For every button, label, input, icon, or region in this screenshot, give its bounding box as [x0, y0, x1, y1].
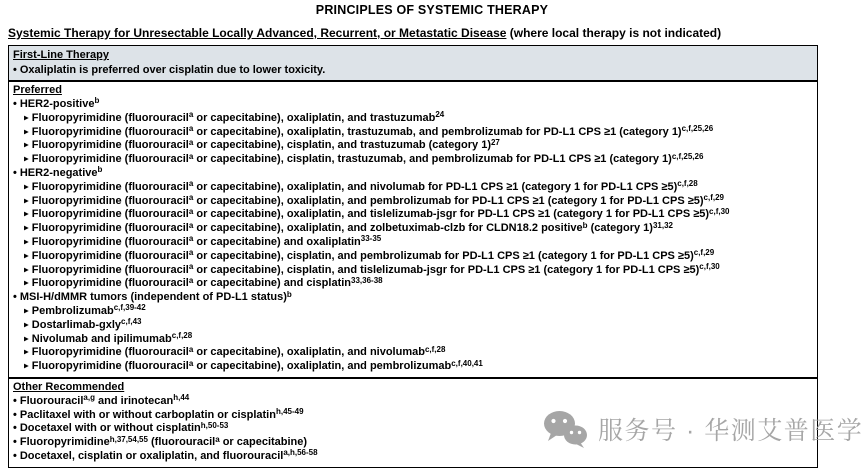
section-header-other-recommended: Other Recommended — [13, 380, 125, 393]
bullet-triangle-icon: ▸ — [24, 153, 29, 165]
list-item-text: Fluoropyrimidine (fluorouracil$^a$ or capecitabine) and cisplatin$^{33,36-38}$ — [31, 275, 383, 290]
therapy-table — [8, 45, 818, 468]
watermark — [542, 410, 863, 448]
list-item-text: Docetaxel, cisplatin or oxaliplatin, and fluorouracil$^{a,h,56-58}$ — [19, 448, 318, 462]
superscript-reference: c,f,30 — [709, 206, 730, 216]
list-item-text: Fluoropyrimidine (fluorouracil$^a$ or capecitabine), oxaliplatin, and pembrolizumab$^{c,f,40,41}$ — [31, 358, 483, 373]
list-item-text: Pembrolizumab$^{c,f,39-42}$ — [31, 303, 146, 317]
superscript-reference: a — [188, 358, 194, 368]
list-item-text: Fluoropyrimidine (fluorouracil$^a$ or capecitabine), oxaliplatin, and pembrolizumab for PD-L1 CPS ≥1 (category 1 for PD-L1 CPS ≥5)$^{c,f,29}$ — [31, 193, 724, 207]
section-header-first-line-therapy: First-Line Therapy — [13, 49, 109, 61]
superscript-reference: a — [188, 206, 194, 216]
list-item-text: Docetaxel with or without cisplatin$^{h,50-53}$ — [19, 420, 229, 435]
bullet-dot-icon: • — [13, 422, 17, 435]
superscript-reference: h,44 — [173, 393, 190, 403]
bullet-triangle-icon: ▸ — [24, 360, 29, 372]
list-item-text: Fluoropyrimidine (fluorouracil$^a$ or capecitabine), cisplatin, and trastuzumab (category 1)$^{27}$ — [31, 137, 500, 152]
list-item-text: Oxaliplatin is preferred over cisplatin due to lower toxicity. — [19, 63, 326, 76]
bullet-triangle-icon: ▸ — [24, 139, 29, 151]
list-item — [13, 63, 815, 78]
superscript-reference: h,37,54,55 — [109, 434, 148, 444]
superscript-reference: a — [188, 344, 194, 354]
superscript-reference: a — [188, 220, 194, 230]
bullet-triangle-icon: ▸ — [24, 346, 29, 358]
section-items-first-line-therapy — [13, 63, 815, 78]
list-item — [24, 333, 815, 347]
superscript-reference: a — [188, 193, 194, 203]
list-item — [24, 126, 815, 140]
superscript-reference: c,f,30 — [699, 262, 720, 272]
subtitle-rest: (where local therapy is not indicated) — [506, 26, 722, 40]
list-item-text: Fluoropyrimidine (fluorouracil$^a$ or capecitabine), cisplatin, and tislelizumab-jsgr for PD-L1 CPS ≥1 (category 1 for PD-L1 CPS ≥5)$^{c,f,30}$ — [31, 262, 720, 276]
list-item-text: Fluoropyrimidine (fluorouracil$^a$ or capecitabine), oxaliplatin, trastuzumab, and pembrolizumab for PD-L1 CPS ≥1 (category 1)$^{c,f,25,26}$ — [31, 124, 714, 138]
bullet-triangle-icon: ▸ — [24, 208, 29, 220]
superscript-reference: a — [188, 234, 194, 244]
list-item-text: Fluoropyrimidine$^{h,37,54,55}$ (fluorouracil$^a$ or capecitabine) — [19, 434, 308, 449]
list-item-text: Fluoropyrimidine (fluorouracil$^a$ or capecitabine), oxaliplatin, and trastuzumab$^{24}$ — [31, 110, 445, 124]
page-title: PRINCIPLES OF SYSTEMIC THERAPY — [315, 3, 549, 17]
superscript-reference: c,f,25,26 — [671, 151, 704, 161]
list-item-text: Fluoropyrimidine (fluorouracil$^a$ or capecitabine), oxaliplatin, and nivolumab$^{c,f,28}$ — [31, 344, 446, 359]
list-item-text: Nivolumab and ipilimumab$^{c,f,28}$ — [31, 331, 193, 345]
bullet-dot-icon: • — [13, 291, 17, 304]
superscript-reference: b — [286, 289, 292, 299]
bullet-triangle-icon: ▸ — [24, 250, 29, 262]
list-item — [24, 277, 815, 291]
bullet-triangle-icon: ▸ — [24, 181, 29, 193]
superscript-reference: c,f,28 — [424, 344, 446, 354]
superscript-reference: b — [97, 165, 103, 175]
superscript-reference: a — [215, 434, 220, 444]
list-item — [13, 395, 815, 409]
superscript-reference: a,h,56-58 — [283, 448, 318, 458]
superscript-reference: c,f,25,26 — [681, 124, 714, 134]
list-item — [24, 360, 815, 374]
subtitle — [8, 26, 721, 40]
bullet-triangle-icon: ▸ — [24, 333, 29, 345]
list-item-text: Fluoropyrimidine (fluorouracil$^a$ or capecitabine), cisplatin, and pembrolizumab for PD-L1 CPS ≥1 (category 1 for PD-L1 CPS ≥5)$^{c,f,29}$ — [31, 248, 715, 262]
superscript-reference: 24 — [435, 110, 445, 120]
bullet-triangle-icon: ▸ — [24, 319, 29, 331]
superscript-reference: b — [94, 96, 100, 106]
superscript-reference: a — [188, 124, 194, 134]
list-item — [24, 346, 815, 360]
section-first-line-therapy — [9, 46, 817, 80]
superscript-reference: 31,32 — [652, 220, 673, 230]
list-item — [24, 222, 815, 236]
superscript-reference: b — [582, 220, 588, 230]
superscript-reference: c,f,29 — [703, 193, 724, 203]
wechat-icon — [542, 410, 588, 448]
bullet-triangle-icon: ▸ — [24, 126, 29, 138]
list-item-text: Dostarlimab-gxly$^{c,f,43}$ — [31, 317, 142, 331]
list-item-text: Fluoropyrimidine (fluorouracil$^a$ or capecitabine), oxaliplatin, and nivolumab for PD-L1 CPS ≥1 (category 1 for PD-L1 CPS ≥5)$^{c,f,28}$ — [31, 179, 698, 193]
superscript-reference: a — [188, 275, 194, 285]
superscript-reference: a — [188, 262, 194, 272]
list-item-text: Fluoropyrimidine (fluorouracil$^a$ or capecitabine), oxaliplatin, and tislelizumab-jsgr for PD-L1 CPS ≥1 (category 1 for PD-L1 CPS ≥5)$^{c,f,30}$ — [31, 206, 730, 221]
list-item-text: Fluoropyrimidine (fluorouracil$^a$ or capecitabine) and oxaliplatin$^{33-35}$ — [31, 234, 382, 248]
list-item-text: Paclitaxel with or without carboplatin or cisplatin$^{h,45-49}$ — [19, 407, 304, 421]
bullet-dot-icon: • — [13, 408, 17, 421]
list-item — [24, 208, 815, 222]
bullet-dot-icon: • — [13, 449, 17, 462]
watermark-text: 服务号 · 华测艾普医学 — [598, 417, 864, 445]
bullet-triangle-icon: ▸ — [24, 195, 29, 207]
bullet-dot-icon: • — [13, 394, 17, 407]
list-item — [13, 450, 815, 464]
superscript-reference: a — [188, 137, 194, 147]
list-item-text: MSI-H/dMMR tumors (independent of PD-L1 status)$^b$ — [19, 289, 292, 304]
list-item — [13, 98, 815, 112]
list-item — [24, 264, 815, 278]
superscript-reference: c,f,28 — [677, 179, 698, 189]
bullet-triangle-icon: ▸ — [24, 222, 29, 234]
bullet-triangle-icon: ▸ — [24, 236, 29, 248]
superscript-reference: a — [188, 248, 194, 258]
superscript-reference: c,f,28 — [171, 331, 193, 341]
subtitle-underlined: Systemic Therapy for Unresectable Locally Advanced, Recurrent, or Metastatic Disease — [8, 26, 507, 40]
superscript-reference: c,f,43 — [121, 317, 142, 327]
bullet-dot-icon: • — [13, 63, 17, 76]
list-item-text: HER2-positive$^b$ — [19, 96, 100, 110]
list-item — [24, 319, 815, 333]
bullet-dot-icon: • — [13, 166, 17, 179]
list-item-text: HER2-negative$^b$ — [19, 165, 103, 179]
superscript-reference: 27 — [490, 137, 500, 147]
list-item — [24, 181, 815, 195]
bullet-triangle-icon: ▸ — [24, 277, 29, 289]
bullet-triangle-icon: ▸ — [24, 112, 29, 124]
superscript-reference: a — [188, 110, 194, 120]
bullet-dot-icon: • — [13, 97, 17, 110]
superscript-reference: a — [188, 151, 194, 161]
superscript-reference: c,f,39-42 — [113, 303, 146, 313]
list-item — [24, 195, 815, 209]
superscript-reference: 33-35 — [360, 234, 382, 244]
bullet-dot-icon: • — [13, 436, 17, 449]
section-header-preferred: Preferred — [13, 84, 62, 97]
bullet-triangle-icon: ▸ — [24, 264, 29, 276]
section-items-preferred — [13, 98, 815, 374]
list-item — [24, 305, 815, 319]
list-item — [24, 250, 815, 264]
superscript-reference: c,f,29 — [693, 248, 715, 258]
section-preferred — [9, 80, 817, 377]
superscript-reference: a — [188, 179, 194, 189]
superscript-reference: h,45-49 — [275, 407, 304, 417]
superscript-reference: h,50-53 — [200, 420, 229, 430]
bullet-triangle-icon: ▸ — [24, 305, 29, 317]
superscript-reference: a,g — [83, 393, 95, 403]
superscript-reference: c,f,40,41 — [451, 358, 483, 368]
list-item-text: Fluoropyrimidine (fluorouracil$^a$ or capecitabine), cisplatin, trastuzumab, and pembrolizumab for PD-L1 CPS ≥1 (category 1)$^{c,f,25,26}$ — [31, 151, 704, 166]
list-item — [24, 153, 815, 167]
superscript-reference: 33,36-38 — [351, 275, 383, 285]
list-item-text: Fluoropyrimidine (fluorouracil$^a$ or capecitabine), oxaliplatin, and zolbetuximab-clzb for CLDN18.2 positive$^b$ (category 1)$^{31,32}$ — [31, 220, 673, 235]
list-item-text: Fluorouracil$^{a,g}$ and irinotecan$^{h,44}$ — [19, 393, 190, 407]
